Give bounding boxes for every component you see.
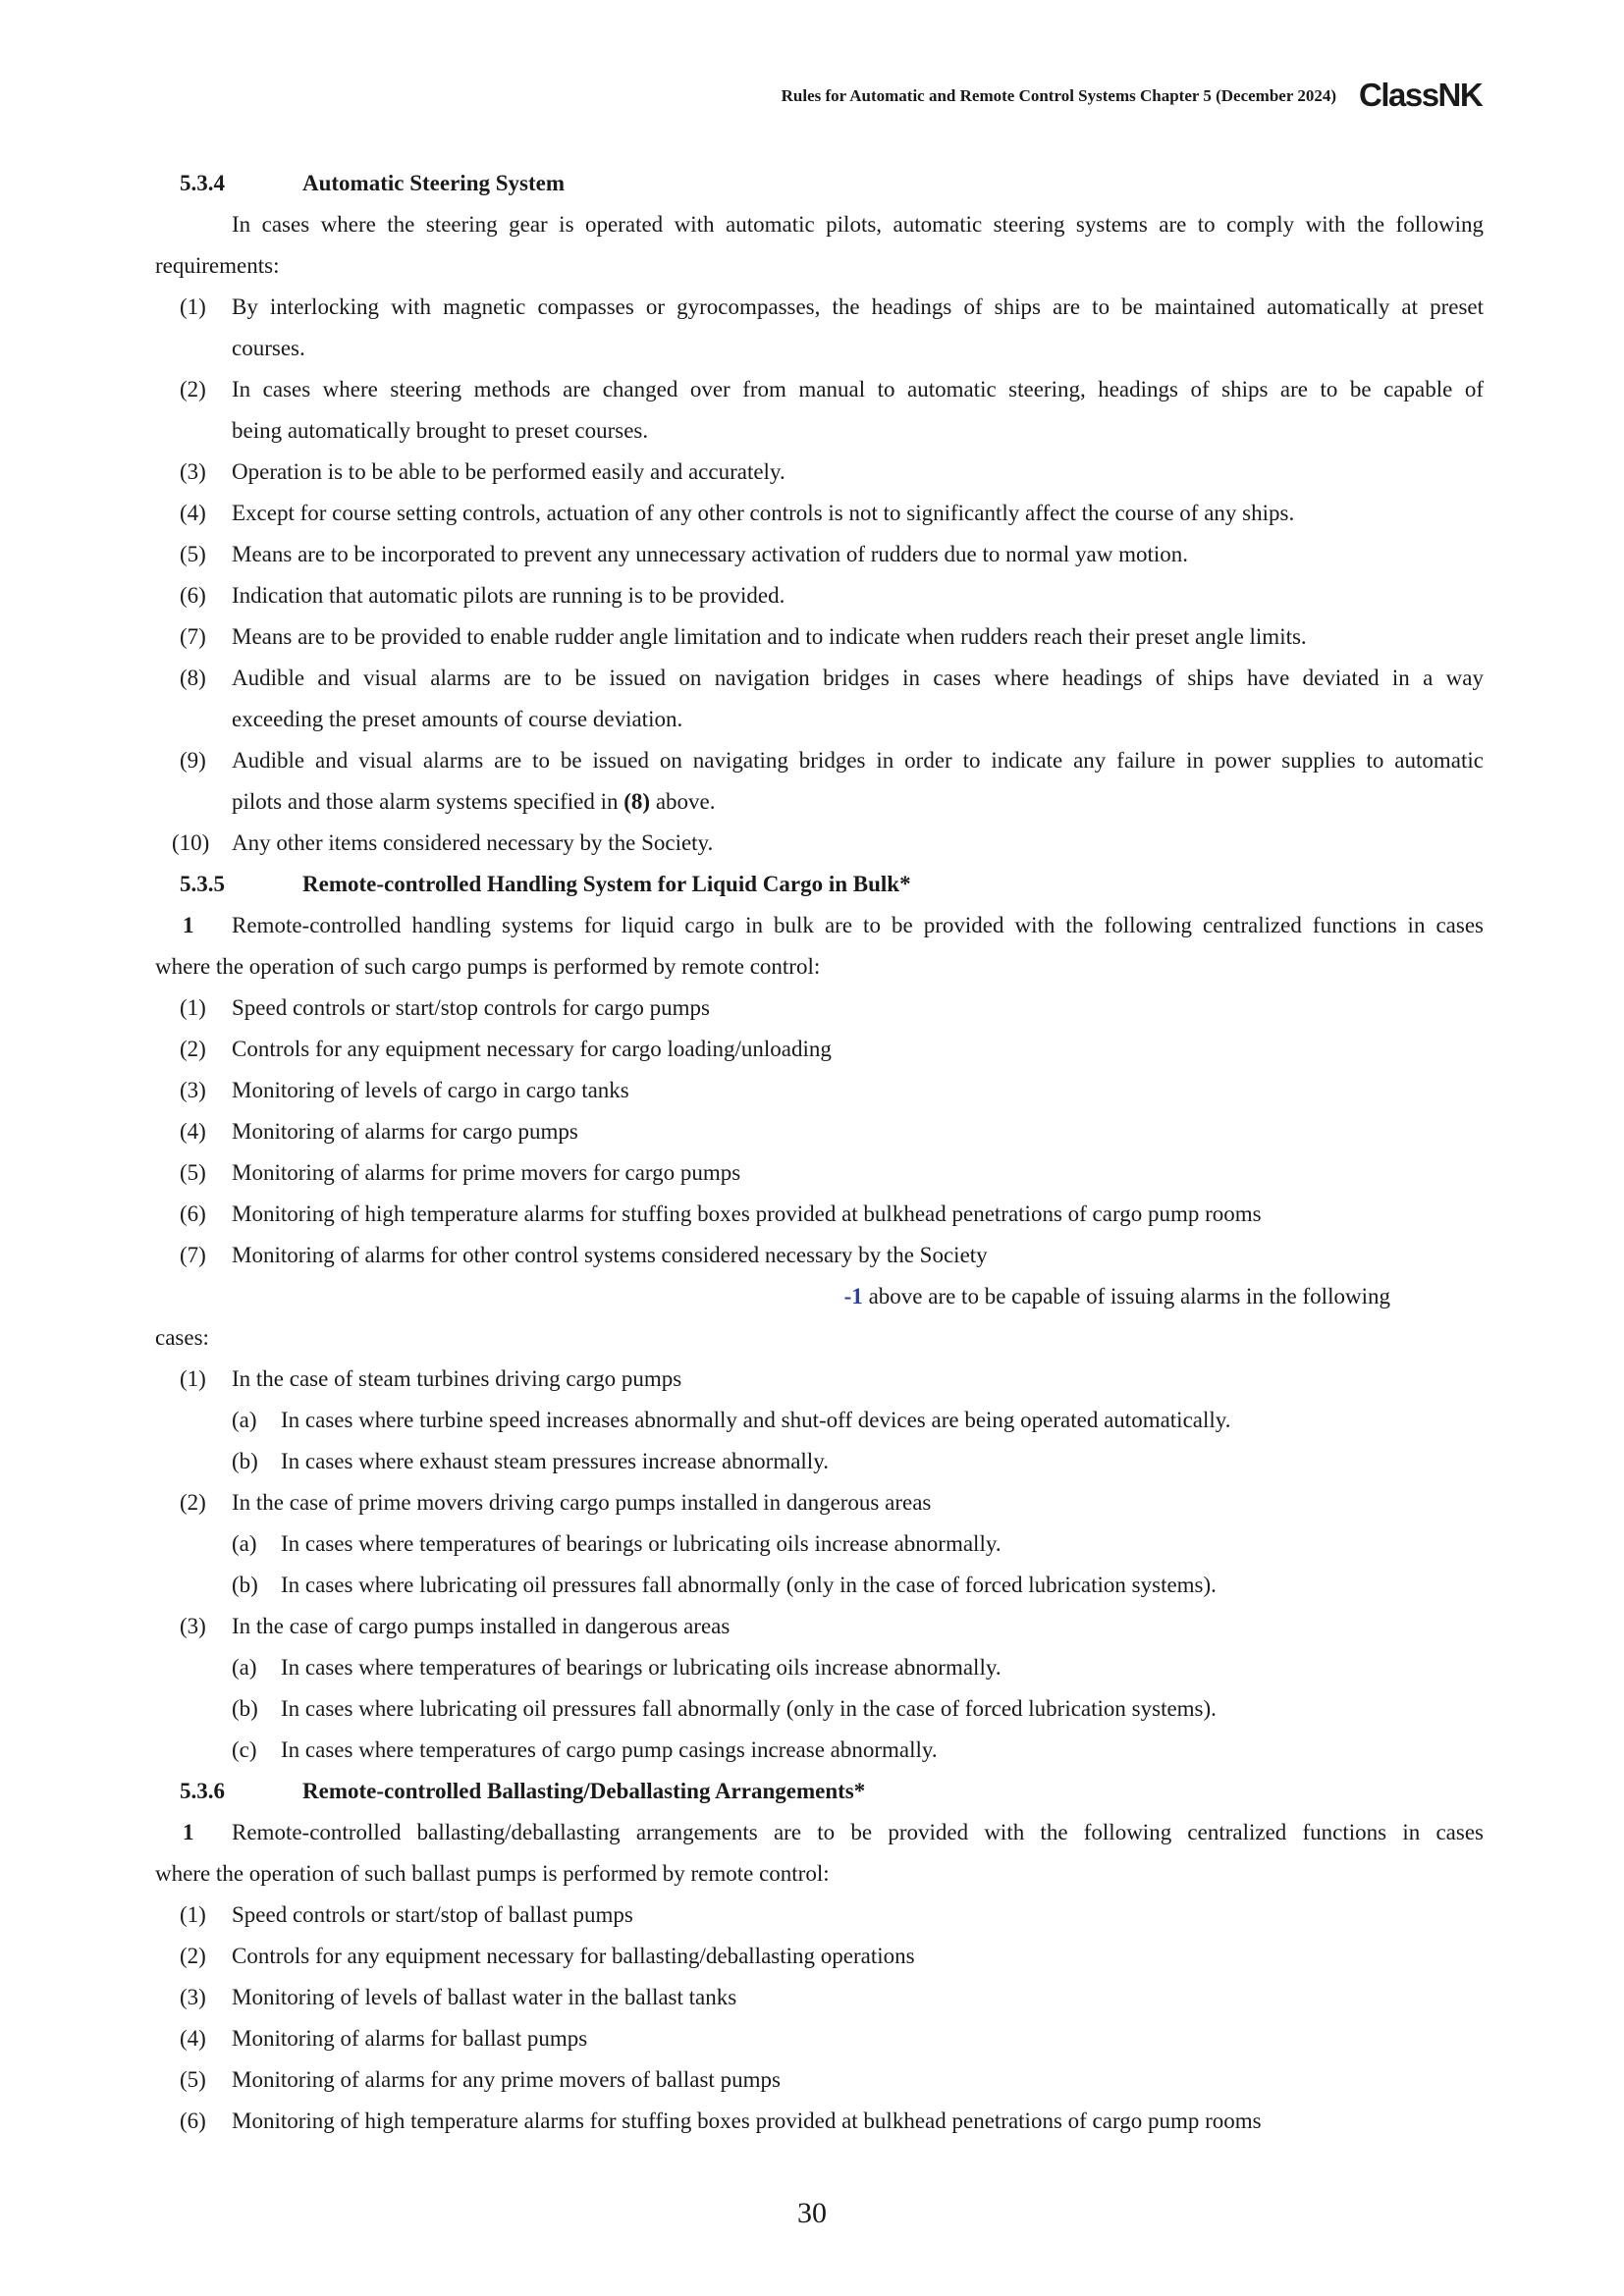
- list-item: [0, 1606, 1624, 1647]
- sub-item-letter: (a): [232, 1531, 257, 1556]
- sub-item-letter: (a): [232, 1408, 257, 1432]
- item-number: (3): [180, 1985, 206, 2009]
- item-text: In the case of prime movers driving cargo pumps installed in dangerous areas: [232, 1490, 932, 1515]
- paragraph-text: Remote-controlled ballasting/deballasting arrangements are to be provided with the following centralized functions in cases: [232, 1820, 1484, 1844]
- sub-item-text: In cases where temperatures of cargo pump casings increase abnormally.: [281, 1737, 938, 1762]
- item-text: In cases where steering methods are changed over from manual to automatic steering, headings of ships are to be capable of: [232, 377, 1484, 401]
- item-number: (10): [172, 830, 210, 855]
- item-text: Except for course setting controls, actuation of any other controls is not to significantly affect the course of any ships.: [232, 501, 1295, 525]
- item-text: pilots and those alarm systems specified in: [232, 789, 624, 814]
- list-item: [0, 1152, 1624, 1194]
- sub-item: [0, 1647, 1624, 1688]
- item-reference: (8): [623, 789, 651, 814]
- list-item: [0, 452, 1624, 493]
- item-number: (2): [180, 1490, 206, 1515]
- item-text: exceeding the preset amounts of course deviation.: [232, 707, 683, 731]
- item-number: (1): [180, 1366, 206, 1391]
- list-item: [0, 1359, 1624, 1400]
- item-text: Means are to be provided to enable rudder angle limitation and to indicate when rudders reach their preset angle limits.: [232, 624, 1307, 649]
- sub-item: [0, 1523, 1624, 1565]
- sub-item: [0, 1565, 1624, 1606]
- item-text: Speed controls or start/stop of ballast pumps: [232, 1902, 633, 1927]
- paragraph-line: [0, 1812, 1624, 1853]
- item-number: (3): [180, 1614, 206, 1638]
- list-item: [0, 616, 1624, 658]
- item-number: (1): [180, 294, 206, 319]
- list-item: [0, 2018, 1624, 2059]
- list-item: [0, 823, 1624, 864]
- item-text: In the case of cargo pumps installed in dangerous areas: [232, 1614, 731, 1638]
- sub-item-text: In cases where temperatures of bearings or lubricating oils increase abnormally.: [281, 1655, 1001, 1680]
- item-text: Monitoring of high temperature alarms for stuffing boxes provided at bulkhead penetrations of cargo pump rooms: [232, 2109, 1262, 2133]
- list-item: [0, 1111, 1624, 1152]
- paragraph-line: [0, 245, 1624, 287]
- list-item: [0, 1977, 1624, 2018]
- paragraph-line-ref: [0, 1276, 1624, 1317]
- list-item: [0, 1482, 1624, 1523]
- item-number: (9): [180, 748, 206, 773]
- section-title: Remote-controlled Ballasting/Deballasting Arrangements*: [302, 1779, 866, 1803]
- list-item: [0, 2101, 1624, 2142]
- paragraph-line: [0, 204, 1624, 245]
- section-heading: [0, 864, 1624, 905]
- item-text: Monitoring of alarms for cargo pumps: [232, 1119, 578, 1144]
- item-text: Controls for any equipment necessary for cargo loading/unloading: [232, 1037, 832, 1061]
- paragraph-text: where the operation of such ballast pumps is performed by remote control:: [155, 1861, 830, 1886]
- cross-reference-link[interactable]: -1: [843, 1284, 863, 1308]
- list-item-continuation: [0, 781, 1624, 823]
- paragraph-text: requirements:: [155, 253, 280, 278]
- item-text: Audible and visual alarms are to be issued on navigating bridges in order to indicate any failure in power supplies to automatic: [232, 748, 1484, 773]
- item-text: Controls for any equipment necessary for ballasting/deballasting operations: [232, 1944, 915, 1968]
- sub-item: [0, 1688, 1624, 1730]
- sub-item: [0, 1441, 1624, 1482]
- item-number: (7): [180, 1243, 206, 1267]
- sub-item-letter: (b): [232, 1449, 258, 1473]
- item-number: (3): [180, 1078, 206, 1102]
- list-item-continuation: [0, 410, 1624, 452]
- item-number: (2): [180, 1944, 206, 1968]
- list-item: [0, 2059, 1624, 2101]
- list-item: [0, 988, 1624, 1029]
- list-item: [0, 534, 1624, 575]
- page-number: 30: [797, 2197, 827, 2229]
- list-item: [0, 1936, 1624, 1977]
- list-item-continuation: [0, 699, 1624, 740]
- item-number: (3): [180, 459, 206, 484]
- paragraph-line: [0, 905, 1624, 946]
- list-item: [0, 1029, 1624, 1070]
- paragraph-text: above are to be capable of issuing alarms in the following: [862, 1284, 1390, 1308]
- item-text: Monitoring of levels of cargo in cargo tanks: [232, 1078, 629, 1102]
- paragraph-text: In cases where the steering gear is operated with automatic pilots, automatic steering systems are to comply with the following: [232, 212, 1484, 237]
- item-text: Monitoring of alarms for prime movers for cargo pumps: [232, 1160, 741, 1185]
- item-text: Monitoring of alarms for ballast pumps: [232, 2026, 588, 2051]
- item-number: (6): [180, 583, 206, 608]
- item-text: Monitoring of levels of ballast water in the ballast tanks: [232, 1985, 737, 2009]
- item-text: Means are to be incorporated to prevent any unnecessary activation of rudders due to normal yaw motion.: [232, 542, 1188, 566]
- list-item: [0, 1235, 1624, 1276]
- item-number: (2): [180, 377, 206, 401]
- header-title: Rules for Automatic and Remote Control Systems Chapter 5 (December 2024): [781, 86, 1336, 105]
- list-item: [0, 658, 1624, 699]
- section-title: Automatic Steering System: [302, 171, 566, 195]
- paragraph-number: 1: [183, 913, 194, 937]
- paragraph-text: Remote-controlled handling systems for liquid cargo in bulk are to be provided with the following centralized functions in cases: [232, 913, 1484, 937]
- item-text: above.: [650, 789, 716, 814]
- classnk-logo: ClassNK: [1359, 77, 1483, 113]
- sub-item-text: In cases where temperatures of bearings or lubricating oils increase abnormally.: [281, 1531, 1001, 1556]
- list-item: [0, 1895, 1624, 1936]
- sub-item-letter: (b): [232, 1573, 258, 1597]
- item-text: Monitoring of alarms for any prime movers of ballast pumps: [232, 2067, 781, 2092]
- item-number: (6): [180, 2109, 206, 2133]
- item-number: (7): [180, 624, 206, 649]
- section-number: 5.3.6: [180, 1779, 225, 1803]
- item-number: (1): [180, 995, 206, 1020]
- list-item: [0, 287, 1624, 328]
- list-item: [0, 1194, 1624, 1235]
- list-item: [0, 1070, 1624, 1111]
- item-number: (5): [180, 1160, 206, 1185]
- item-text: Monitoring of alarms for other control systems considered necessary by the Society: [232, 1243, 988, 1267]
- item-number: (4): [180, 1119, 206, 1144]
- item-number: (4): [180, 501, 206, 525]
- item-number: (8): [180, 666, 206, 690]
- list-item: [0, 493, 1624, 534]
- sub-item-letter: (c): [232, 1737, 257, 1762]
- sub-item-letter: (b): [232, 1696, 258, 1721]
- item-text: Audible and visual alarms are to be issued on navigation bridges in cases where headings of ships have deviated in a way: [232, 666, 1484, 690]
- paragraph-line: [0, 946, 1624, 988]
- section-number: 5.3.5: [180, 872, 225, 896]
- sub-item-letter: (a): [232, 1655, 257, 1680]
- item-text: courses.: [232, 336, 305, 360]
- paragraph-line: [0, 1853, 1624, 1895]
- item-number: (5): [180, 2067, 206, 2092]
- page-header: [0, 77, 1624, 116]
- item-number: (4): [180, 2026, 206, 2051]
- item-number: (1): [180, 1902, 206, 1927]
- paragraph-line: [0, 1317, 1624, 1359]
- paragraph-text: where the operation of such cargo pumps is performed by remote control:: [155, 954, 821, 979]
- item-number: (6): [180, 1201, 206, 1226]
- list-item: [0, 369, 1624, 410]
- list-item: [0, 740, 1624, 781]
- item-text: Monitoring of high temperature alarms for stuffing boxes provided at bulkhead penetrations of cargo pump rooms: [232, 1201, 1262, 1226]
- list-item: [0, 575, 1624, 616]
- section-heading: [0, 163, 1624, 204]
- sub-item-text: In cases where exhaust steam pressures increase abnormally.: [281, 1449, 829, 1473]
- list-item-continuation: [0, 328, 1624, 369]
- sub-item-text: In cases where lubricating oil pressures fall abnormally (only in the case of forced lubrication systems).: [281, 1696, 1217, 1721]
- item-text: Operation is to be able to be performed easily and accurately.: [232, 459, 785, 484]
- sub-item-text: In cases where lubricating oil pressures fall abnormally (only in the case of forced lubrication systems).: [281, 1573, 1217, 1597]
- item-text: In the case of steam turbines driving cargo pumps: [232, 1366, 682, 1391]
- item-text: Indication that automatic pilots are running is to be provided.: [232, 583, 785, 608]
- item-text: being automatically brought to preset courses.: [232, 418, 649, 443]
- item-number: (2): [180, 1037, 206, 1061]
- item-text: By interlocking with magnetic compasses or gyrocompasses, the headings of ships are to be maintained automatically at preset: [232, 294, 1484, 319]
- section-number: 5.3.4: [180, 171, 225, 195]
- sub-item-text: In cases where turbine speed increases abnormally and shut-off devices are being operated automatically.: [281, 1408, 1231, 1432]
- paragraph-text: cases:: [155, 1325, 209, 1350]
- section-heading: [0, 1771, 1624, 1812]
- item-number: (5): [180, 542, 206, 566]
- item-text: Any other items considered necessary by the Society.: [232, 830, 714, 855]
- sub-item: [0, 1400, 1624, 1441]
- sub-item: [0, 1730, 1624, 1771]
- paragraph-number: 1: [183, 1820, 194, 1844]
- item-text: Speed controls or start/stop controls for cargo pumps: [232, 995, 710, 1020]
- section-title: Remote-controlled Handling System for Liquid Cargo in Bulk*: [302, 872, 911, 896]
